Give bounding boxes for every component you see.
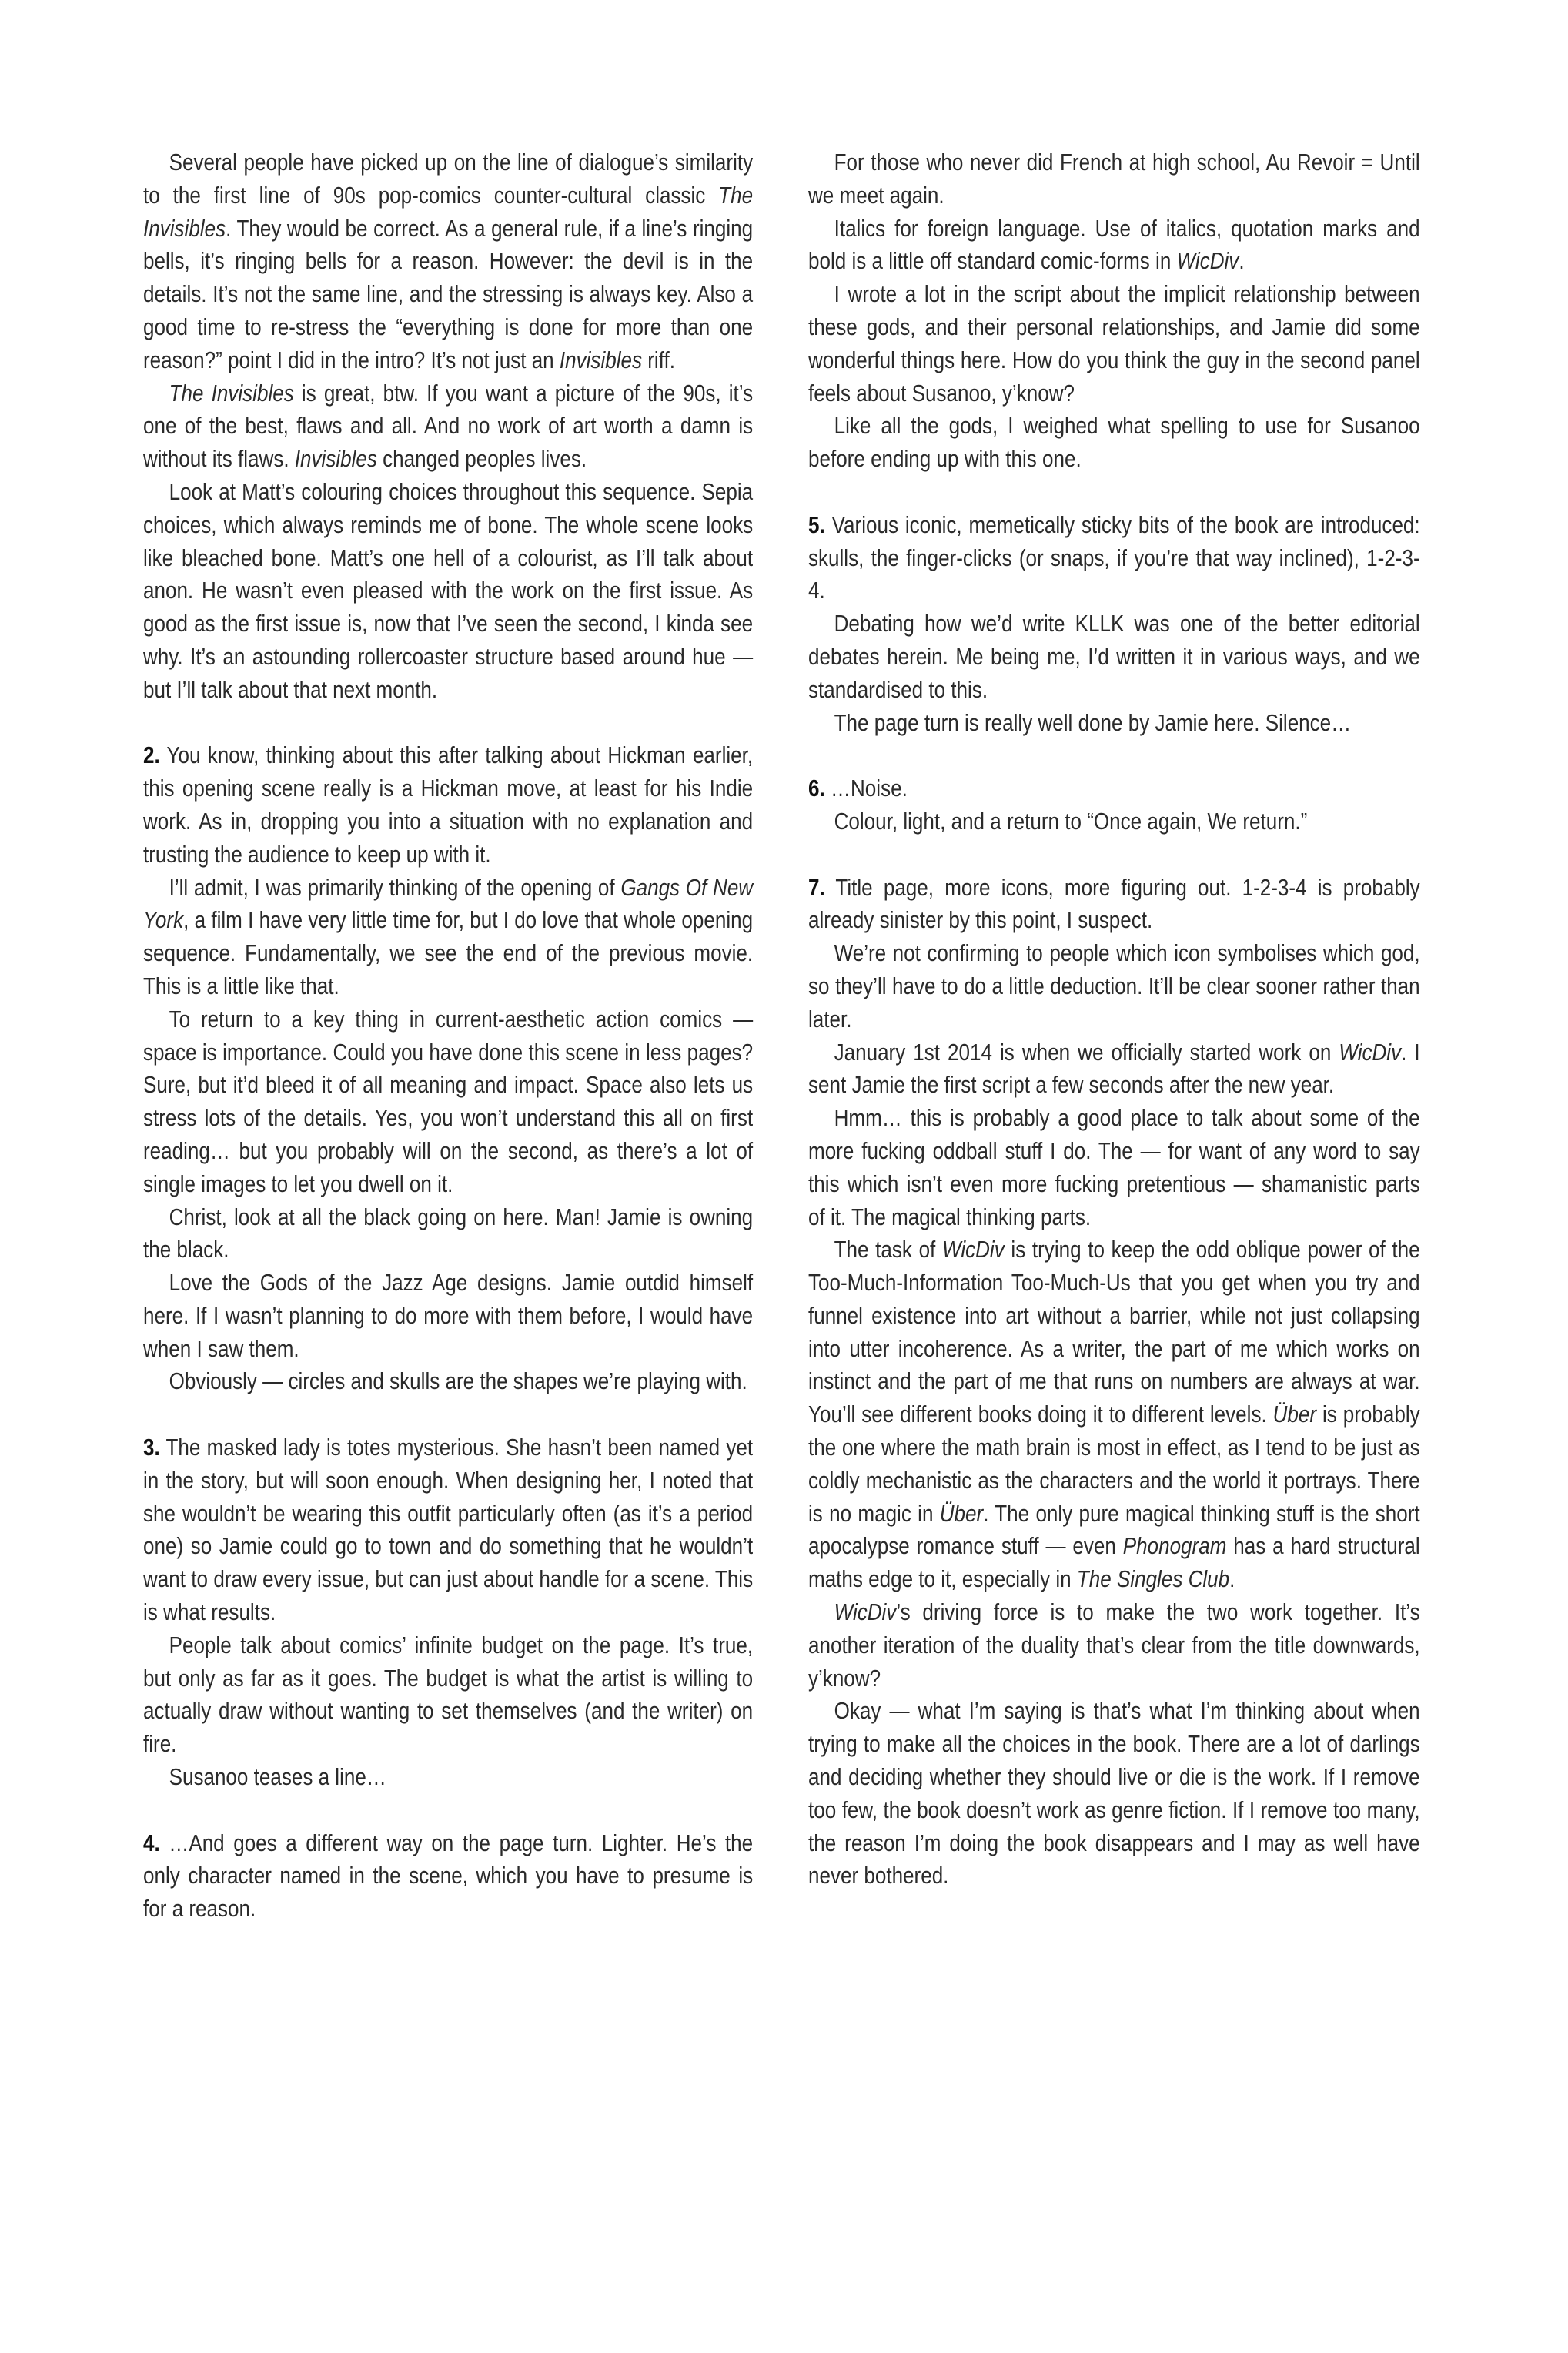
text-run: Several people have picked up on the line of dialogue’s similarity to the first line of 90s pop-comics counter-cultural classic (143, 149, 754, 209)
note-number: 2. (143, 741, 160, 769)
italic-title: WicDiv (941, 1236, 1005, 1264)
body-paragraph (808, 1102, 1420, 1233)
text-run: The task of (834, 1236, 942, 1264)
body-paragraph (143, 146, 753, 377)
text-run: , a film I have very little time for, but I do love that whole opening sequence. Fundamentally, we see the end of the previous movie. This is a little like that. (143, 906, 754, 999)
numbered-note-paragraph (143, 1431, 753, 1629)
italic-title: Über (1272, 1401, 1317, 1428)
text-run: I wrote a lot in the script about the implicit relationship between these gods, and their personal relationships, and Jamie did some wonderful things here. How do you think the guy in the second panel feels about Susanoo, y’know? (808, 280, 1420, 407)
text-run: …Noise. (824, 775, 908, 802)
body-paragraph (143, 1629, 753, 1761)
text-run: …And goes a different way on the page turn. Lighter. He’s the only character named in the scene, which you have to presume is for a reason. (143, 1829, 754, 1923)
text-run: . (1229, 1565, 1235, 1593)
text-run: . I sent Jamie the first script a few seconds after the new year. (808, 1038, 1420, 1099)
body-paragraph (808, 1596, 1420, 1695)
text-run: I’ll admit, I was primarily thinking of the opening of (169, 873, 621, 901)
body-paragraph (143, 377, 753, 476)
italic-title: WicDiv (834, 1598, 897, 1626)
text-run: Debating how we’d write KLLK was one of the better editorial debates herein. Me being me, I’d written it in various ways, and we standardised to this. (808, 610, 1420, 703)
text-run: Like all the gods, I weighed what spelling to use for Susanoo before ending up with this one. (808, 412, 1420, 473)
body-paragraph (808, 146, 1420, 213)
text-run: is trying to keep the odd oblique power of the Too-Much-Information Too-Much-Us that you get when you try and funnel existence into art without a barrier, while not just collapsing into utter incoherence. As a writer, the part of me which works on instinct and the part of me that runs on numbers are always at war. You’ll see different books doing it to different levels. (808, 1236, 1420, 1428)
numbered-note-paragraph (143, 739, 753, 871)
italic-title: WicDiv (1339, 1038, 1402, 1066)
numbered-note-paragraph (143, 1827, 753, 1926)
text-run: has a hard structural maths edge to it, especially in (808, 1532, 1420, 1593)
text-run: . (1239, 247, 1245, 275)
italic-title: The Invisibles (143, 181, 754, 242)
text-run: You know, thinking about this after talking about Hickman earlier, this opening scene really is a Hickman move, at least for his Indie work. As in, dropping you into a situation with no explanation and trusting the audience to keep up with it. (143, 741, 754, 868)
body-paragraph (143, 1003, 753, 1201)
text-run: Italics for foreign language. Use of italics, quotation marks and bold is a little off standard comic-forms in (808, 214, 1420, 275)
text-run: Colour, light, and a return to “Once again, We return.” (834, 807, 1308, 835)
body-paragraph (808, 1233, 1420, 1596)
text-run: Various iconic, memetically sticky bits of the book are introduced: skulls, the finger-clicks (or snaps, if you’re that way inclined), 1-2-3-4. (808, 510, 1420, 604)
left-column (143, 146, 753, 1926)
italic-title: Invisibles (559, 346, 643, 373)
text-run: is great, btw. If you want a picture of the 90s, it’s one of the best, flaws and all. And no work of art worth a damn is without its flaws. (143, 379, 754, 473)
text-run: . The only pure magical thinking stuff is the short apocalypse romance stuff — even (808, 1499, 1420, 1560)
body-paragraph (143, 1201, 753, 1267)
body-paragraph (808, 1036, 1420, 1103)
body-paragraph (808, 1695, 1420, 1893)
italic-title: Gangs Of New York (143, 873, 754, 934)
text-run: changed peoples lives. (376, 445, 587, 473)
body-paragraph (143, 1267, 753, 1365)
body-paragraph (808, 937, 1420, 1036)
text-run: Obviously — circles and skulls are the shapes we’re playing with. (169, 1367, 747, 1395)
note-number: 7. (808, 873, 825, 901)
right-column (808, 146, 1420, 1893)
italic-title: Invisibles (294, 445, 377, 473)
italic-title: Über (939, 1499, 984, 1527)
text-run: Christ, look at all the black going on here. Man! Jamie is owning the black. (143, 1203, 754, 1264)
numbered-note-paragraph (808, 872, 1420, 938)
italic-title: The Invisibles (169, 379, 294, 407)
text-run: Hmm… this is probably a good place to talk about some of the more fucking oddball stuff I do. The — for want of any word to say this which isn’t even more fucking pretentious — shamanistic parts of it. The magical thinking parts. (808, 1104, 1420, 1230)
text-run: January 1st 2014 is when we officially started work on (834, 1038, 1339, 1066)
numbered-note-paragraph (808, 772, 1420, 805)
body-paragraph (808, 607, 1420, 706)
text-run: Okay — what I’m saying is that’s what I’m thinking about when trying to make all the choices in the book. There are a lot of darlings and deciding whether they should live or die is the work. If I remove too few, the book doesn’t work as genre fiction. If I remove too many, the reason I’m doing the book disappears and I may as well have never bothered. (808, 1697, 1420, 1889)
italic-title: Phonogram (1122, 1532, 1227, 1560)
text-run: Title page, more icons, more figuring out. 1-2-3-4 is probably already sinister by this point, I suspect. (808, 873, 1420, 934)
body-paragraph (143, 476, 753, 707)
text-run: . They would be correct. As a general rule, if a line’s ringing bells, it’s ringing bells for a reason. However: the devil is in the details. It’s not the same line, and the stressing is always key. Also a good time to re-stress the “everything is done for more than one reason?” point I did in the intro? It’s not just an (143, 214, 754, 373)
note-number: 5. (808, 510, 825, 538)
body-paragraph (143, 1761, 753, 1794)
body-paragraph (143, 1365, 753, 1398)
text-run: riff. (642, 346, 675, 373)
text-run: For those who never did French at high school, Au Revoir = Until we meet again. (808, 149, 1420, 209)
text-run: ’s driving force is to make the two work together. It’s another iteration of the duality that’s clear from the title downwards, y’know? (808, 1598, 1420, 1692)
body-paragraph (808, 707, 1420, 740)
note-number: 3. (143, 1434, 160, 1461)
italic-title: WicDiv (1176, 247, 1239, 275)
body-paragraph (808, 213, 1420, 279)
text-run: The page turn is really well done by Jamie here. Silence… (834, 708, 1352, 736)
numbered-note-paragraph (808, 509, 1420, 607)
body-paragraph (808, 805, 1420, 838)
text-run: is probably the one where the math brain is most in effect, as I tend to be just as coldly mechanistic as the characters and the world it portrays. There is no magic in (808, 1401, 1420, 1527)
text-run: The masked lady is totes mysterious. She hasn’t been named yet in the story, but will soon enough. When designing her, I noted that she wouldn’t be wearing this outfit particularly often (as it’s a period one) so Jamie could go to town and do something that he wouldn’t want to draw every issue, but can just about handle for a scene. This is what results. (143, 1434, 754, 1626)
text-run: Susanoo teases a line… (169, 1763, 386, 1791)
text-run: To return to a key thing in current-aesthetic action comics — space is importance. Could you have done this scene in less pages? Sure, but it’d bleed it of all meaning and impact. Space also lets us stress lots of the details. Yes, you won’t understand this all on first reading… but you probably will on the second, as there’s a lot of single images to let you dwell on it. (143, 1005, 754, 1197)
italic-title: The Singles Club (1076, 1565, 1230, 1593)
text-run: We’re not confirming to people which icon symbolises which god, so they’ll have to do a little deduction. It’ll be clear sooner rather than later. (808, 939, 1420, 1033)
note-number: 6. (808, 775, 825, 802)
text-run: Look at Matt’s colouring choices throughout this sequence. Sepia choices, which always reminds me of bone. The whole scene looks like bleached bone. Matt’s one hell of a colourist, as I’ll talk about anon. He wasn’t even pleased with the work on the first issue. As good as the first issue is, now that I’ve seen the second, I kinda see why. It’s an astounding rollercoaster structure based around hue — but I’ll talk about that next month. (143, 477, 754, 703)
body-paragraph (808, 410, 1420, 476)
text-run: Love the Gods of the Jazz Age designs. Jamie outdid himself here. If I wasn’t planning to do more with them before, I would have when I saw them. (143, 1269, 754, 1362)
note-number: 4. (143, 1829, 160, 1856)
body-paragraph (808, 278, 1420, 410)
text-run: People talk about comics’ infinite budget on the page. It’s true, but only as far as it goes. The budget is what the artist is willing to actually draw without wanting to set themselves (and the writer) on fire. (143, 1631, 754, 1758)
body-paragraph (143, 872, 753, 1003)
